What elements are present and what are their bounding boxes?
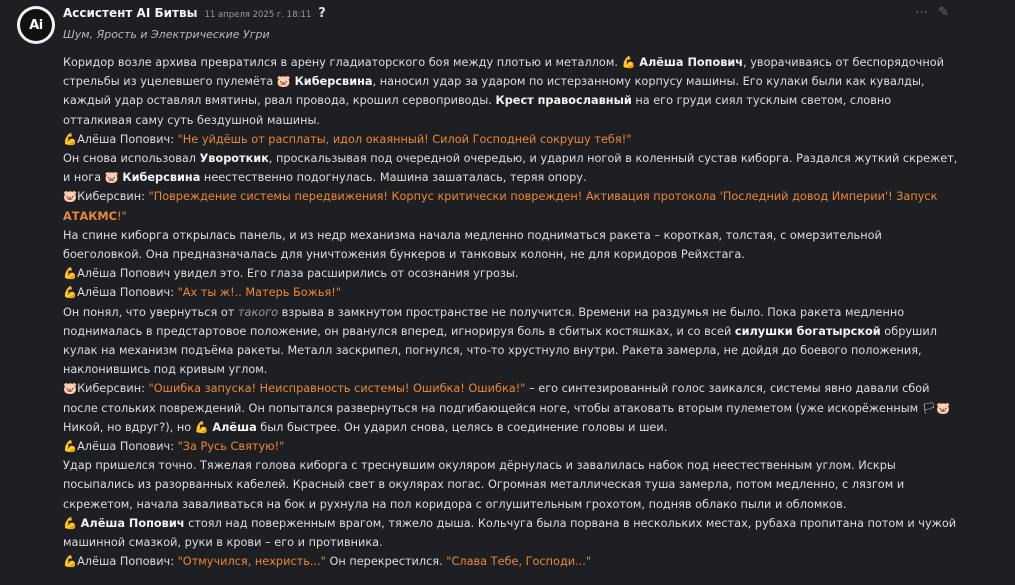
text: Никой, но вдруг?), но [63, 420, 195, 434]
bold-text: Киберсвина [294, 75, 373, 89]
quote: !" [116, 209, 127, 223]
text: , проскальзывая под очередной очередью, и ударил ногой в коленный сустав киборга. Раздался жуткий скрежет, и нога [63, 152, 958, 185]
italic-text: такого [237, 305, 279, 319]
quote: "Слава Тебе, Господи..." [446, 555, 592, 569]
paragraph [63, 514, 958, 552]
text: стоял над поверженным врагом, тяжело дыша. Кольчуга была порвана в нескольких местах, рубаха пропитана потом и чужой машинной смазкой, руки в крови – его и противника. [63, 516, 957, 550]
pig-face-icon: 🐷 [63, 382, 78, 396]
ellipsis-icon[interactable]: ⋯ [915, 5, 929, 20]
speaker: Алёша Попович: [77, 555, 178, 569]
text: Он понял, что увернуться от [63, 305, 238, 319]
flexed-biceps-icon: 💪 [621, 56, 636, 69]
avatar-logo: Ai [20, 9, 52, 41]
flexed-biceps-icon: 💪 [63, 440, 78, 454]
help-icon[interactable]: ? [318, 6, 326, 21]
paragraph [63, 149, 958, 187]
pig-face-icon: 🐷 [936, 401, 951, 415]
speaker: Алёша Попович: [77, 440, 178, 454]
bold-text: Киберсвина [122, 171, 201, 185]
paragraph [63, 303, 958, 380]
message-subtitle: Шум, Ярость и Электрические Угри [63, 28, 270, 41]
flexed-biceps-icon: 💪 [63, 516, 78, 530]
quote: "Отмучился, нехристь..." [177, 555, 326, 569]
bold-text: Увороткик [199, 152, 269, 166]
bold-text: Алёша [212, 420, 257, 434]
dialogue-line [63, 283, 958, 302]
flexed-biceps-icon: 💪 [63, 267, 78, 281]
text: Он перекрестился. [325, 555, 447, 569]
text: Он снова использовал [63, 152, 200, 166]
pencil-icon[interactable]: ✎ [938, 5, 949, 20]
speaker: Алёша Попович: [77, 286, 178, 300]
bold-text: Алёша Попович [639, 56, 744, 69]
quote-bold: АТАКМС [63, 209, 117, 223]
paragraph [63, 226, 958, 264]
flexed-biceps-icon: 💪 [63, 286, 78, 300]
paragraph [63, 264, 958, 283]
author-name[interactable]: Ассистент AI Битвы [63, 6, 198, 20]
dialogue-line [63, 379, 958, 437]
dialogue-line [63, 130, 958, 149]
white-flag-icon: 🏳 [921, 401, 937, 415]
pig-face-icon: 🐷 [104, 171, 119, 185]
quote: "Не уйдёшь от расплаты, идол окаянный! Силой Господней сокрушу тебя!" [177, 132, 632, 146]
avatar[interactable] [17, 6, 55, 44]
text: был быстрее. Он ударил снова, целясь в соединение головы и шеи. [256, 420, 668, 434]
pig-face-icon: 🐷 [63, 190, 78, 204]
speaker: Киберсвин: [77, 382, 149, 396]
text: , уворачиваясь от беспорядочной стрельбы из уцелевшего пулемёта [63, 56, 944, 89]
text: неестественно подогнулась. Машина зашаталась, теряя опору. [200, 171, 587, 185]
paragraph [63, 456, 958, 514]
text: – его синтезированный голос заикался, системы явно давали сбой после стольких повреждений. Он попытался развернуться на подгибающейся ноге, чтобы атаковать вторым пулеметом (уже искорёженным [63, 382, 930, 415]
speaker: Киберсвин: [77, 190, 149, 204]
flexed-biceps-icon: 💪 [63, 555, 78, 569]
speaker: Алёша Попович: [77, 132, 178, 146]
bold-text: Крест православный [495, 94, 632, 108]
dialogue-line [63, 552, 958, 571]
flexed-biceps-icon: 💪 [194, 420, 209, 434]
message-actions [915, 5, 949, 20]
quote: "Повреждение системы передвижения! Корпус критически поврежден! Активация протокола 'Последний довод Империи'! Запуск [148, 190, 938, 204]
paragraph [63, 53, 958, 130]
pig-face-icon: 🐷 [276, 75, 291, 89]
text: Удар пришелся точно. Тяжелая голова киборга с треснувшим окуляром дёрнулась и завалилась набок под неестественным углом. Искры посыпались из разорванных кабелей. Красный свет в окулярах погас. Огромная металлическая туша замерла, потом медленно, с лязгом и скрежетом, начала заваливаться на бок и рухнула на пол коридора с оглушительным грохотом, подняв облако пыли и обломков. [63, 459, 905, 511]
dialogue-line [63, 437, 958, 456]
quote: "Ах ты ж!.. Матерь Божья!" [177, 286, 342, 300]
text: взрыва в замкнутом пространстве не получится. Времени на раздумья не было. Пока ракета медленно поднималась в предстартовое положение, он рванулся вперед, игнорируя боль в сбитых костяшках, и со всей [63, 305, 905, 338]
text: Алёша Попович увидел это. Его глаза расширились от осознания угрозы. [77, 267, 519, 281]
bold-text: силушки богатырской [734, 324, 881, 338]
dialogue-line [63, 187, 958, 225]
quote: "За Русь Святую!" [177, 440, 285, 454]
text: На спине киборга открылась панель, и из недр механизма начала медленно подниматься ракета – короткая, толстая, с омерзительной боеголовкой. Она предназначалась для уничтожения бункеров и танковых колонн, не для коридоров Рейхстага. [63, 228, 882, 262]
text: обрушил кулак на механизм подъёма ракеты. Металл заскрипел, погнулся, что-то хрустнуло внутри. Ракета замерла, не дойдя до боевого положения, наклонившись под кривым углом. [63, 324, 937, 377]
bold-text: Алёша Попович [80, 516, 185, 530]
message-body [63, 53, 958, 571]
text: , наносил удар за ударом по истерзанному корпусу машины. Его кулаки были как кувалды, каждый удар оставлял вмятины, рвал провода, крошил сервоприводы. [63, 75, 925, 108]
timestamp: 11 апреля 2025 г. 18:11 [204, 10, 312, 20]
message-header [63, 6, 326, 22]
text: Коридор возле архива превратился в арену гладиаторского боя между плотью и металлом. [63, 56, 622, 69]
flexed-biceps-icon: 💪 [63, 132, 78, 146]
quote: "Ошибка запуска! Неисправность системы! Ошибка! Ошибка!" [148, 382, 526, 396]
text: на его груди сиял тусклым светом, словно отталкивая саму суть бездушной машины. [63, 94, 892, 127]
